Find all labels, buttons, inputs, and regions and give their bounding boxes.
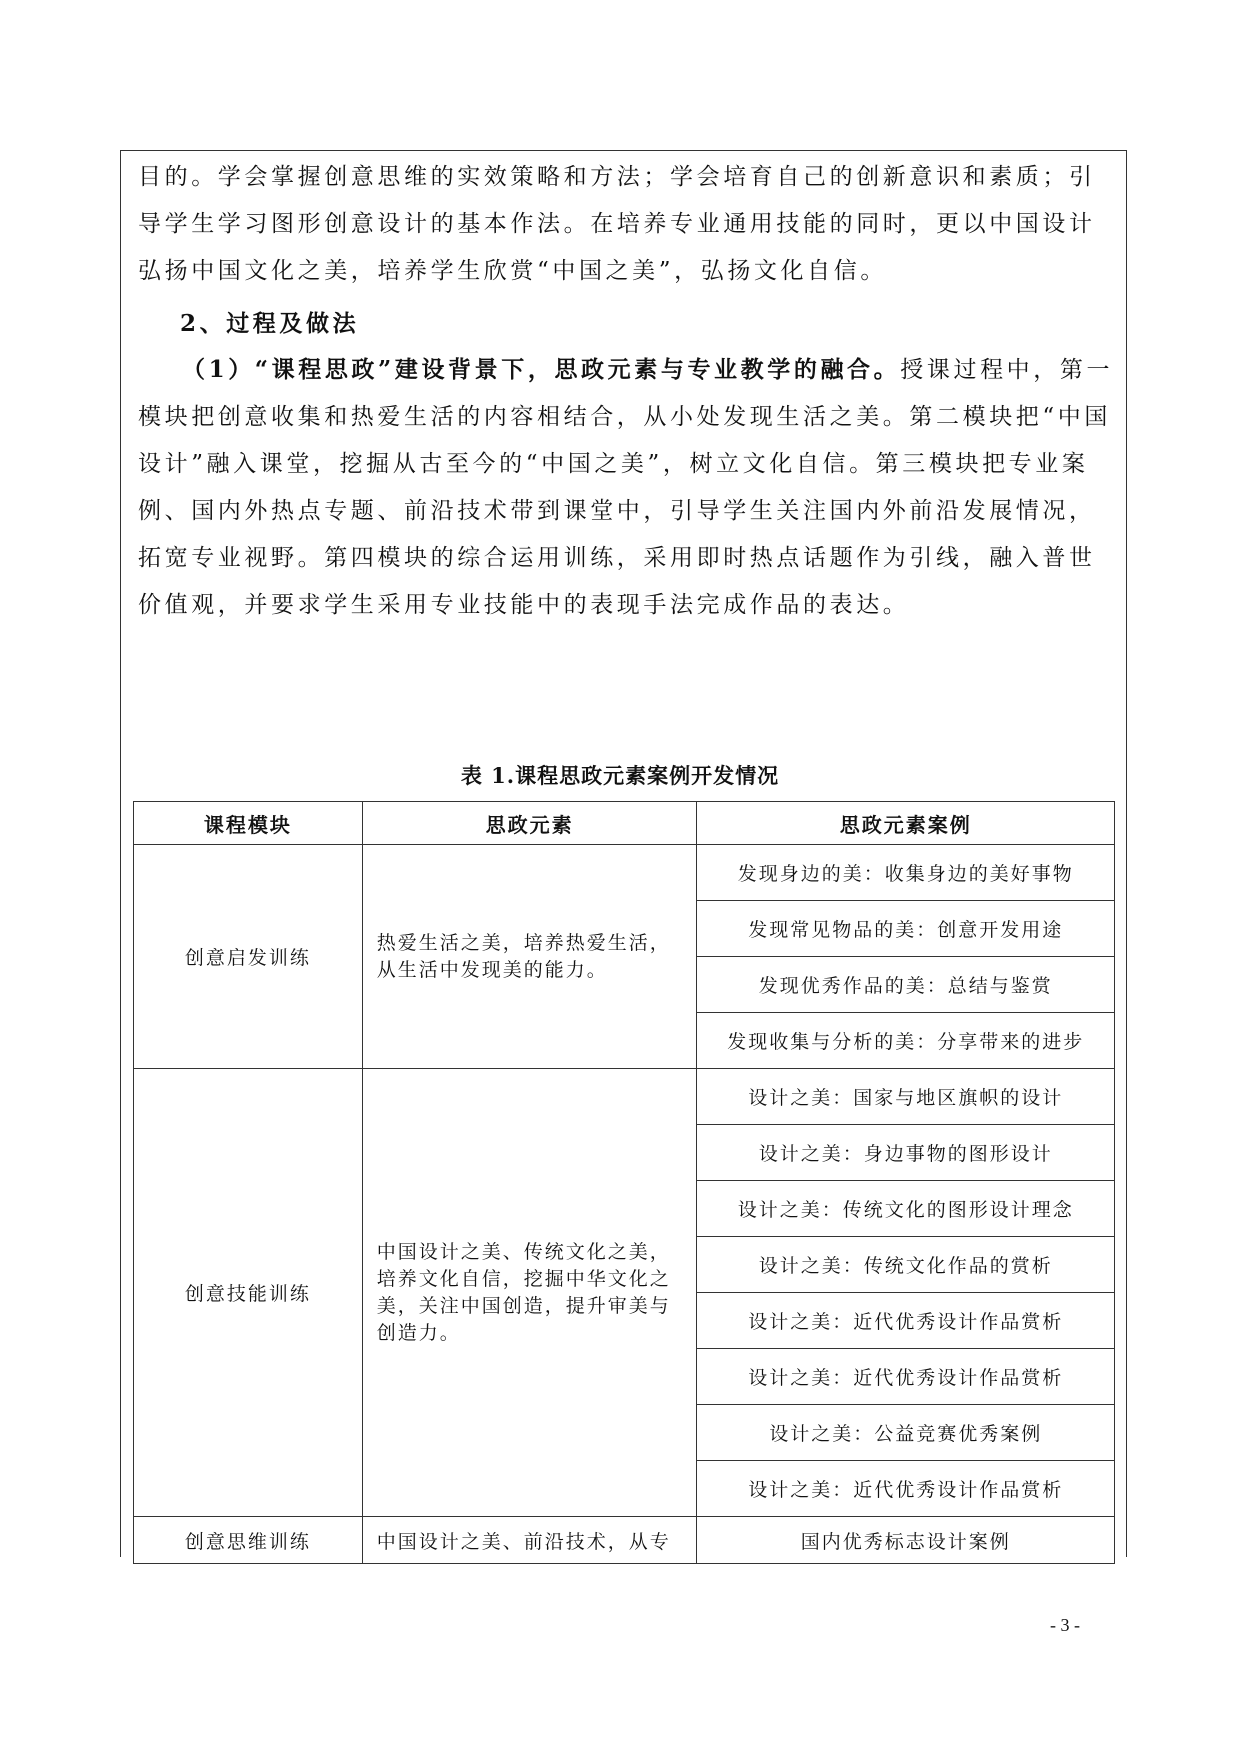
module-cell: 创意技能训练 xyxy=(134,1069,363,1517)
process-paragraph-body: 授课过程中，第一模块把创意收集和热爱生活的内容相结合，从小处发现生活之美。第二模块把“中国设计”融入课堂，挖掘从古至今的“中国之美”，树立文化自信。第三模块把专业案例、国内外热点专题、前沿技术带到课堂中，引导学生关注国内外前沿发展情况，拓宽专业视野。第四模块的综合运用训练，采用即时热点话题作为引线，融入普世价值观，并要求学生采用专业技能中的表现手法完成作品的表达。 xyxy=(138,357,1114,618)
module-cell: 创意启发训练 xyxy=(134,845,363,1069)
intro-paragraph: 目的。学会掌握创意思维的实效策略和方法；学会培育自己的创新意识和素质；引导学生学习图形创意设计的基本作法。在培养专业通用技能的同时，更以中国设计弘扬中国文化之美，培养学生欣赏“中国之美”，弘扬文化自信。 xyxy=(138,164,1096,284)
case-cell: 发现常见物品的美：创意开发用途 xyxy=(697,901,1115,957)
case-cell: 设计之美：近代优秀设计作品赏析 xyxy=(697,1293,1115,1349)
page-number: - 3 - xyxy=(1050,1615,1080,1635)
process-paragraph-lead: （1）“课程思政”建设背景下，思政元素与专业教学的融合。 xyxy=(182,356,901,383)
module-cell: 创意思维训练 xyxy=(134,1517,363,1564)
case-cell: 发现收集与分析的美：分享带来的进步 xyxy=(697,1013,1115,1069)
table-header-row xyxy=(134,802,1115,845)
case-cell: 设计之美：近代优秀设计作品赏析 xyxy=(697,1461,1115,1517)
element-cell: 中国设计之美、传统文化之美，培养文化自信，挖掘中华文化之美，关注中国创造，提升审美与创造力。 xyxy=(362,1069,697,1517)
header-element: 思政元素 xyxy=(362,802,697,845)
case-cell: 发现优秀作品的美：总结与鉴赏 xyxy=(697,957,1115,1013)
table-caption: 表 1.课程思政元素案例开发情况 xyxy=(460,763,780,788)
section-heading: 2、过程及做法 xyxy=(180,310,360,337)
case-cell: 设计之美：身边事物的图形设计 xyxy=(697,1125,1115,1181)
case-cell: 设计之美：近代优秀设计作品赏析 xyxy=(697,1349,1115,1405)
ideology-elements-table xyxy=(133,801,1115,1564)
table-row xyxy=(134,1517,1115,1564)
table-row xyxy=(134,1069,1115,1125)
element-cell: 热爱生活之美，培养热爱生活，从生活中发现美的能力。 xyxy=(362,845,697,1069)
case-cell: 设计之美：公益竞赛优秀案例 xyxy=(697,1405,1115,1461)
case-cell: 设计之美：传统文化的图形设计理念 xyxy=(697,1181,1115,1237)
case-cell: 设计之美：国家与地区旗帜的设计 xyxy=(697,1069,1115,1125)
process-paragraph xyxy=(138,346,1118,629)
table-row xyxy=(134,845,1115,901)
header-module: 课程模块 xyxy=(134,802,363,845)
case-cell: 设计之美：传统文化作品的赏析 xyxy=(697,1237,1115,1293)
header-cases: 思政元素案例 xyxy=(697,802,1115,845)
element-cell: 中国设计之美、前沿技术，从专 xyxy=(362,1517,697,1564)
case-cell: 国内优秀标志设计案例 xyxy=(697,1517,1115,1564)
case-cell: 发现身边的美：收集身边的美好事物 xyxy=(697,845,1115,901)
